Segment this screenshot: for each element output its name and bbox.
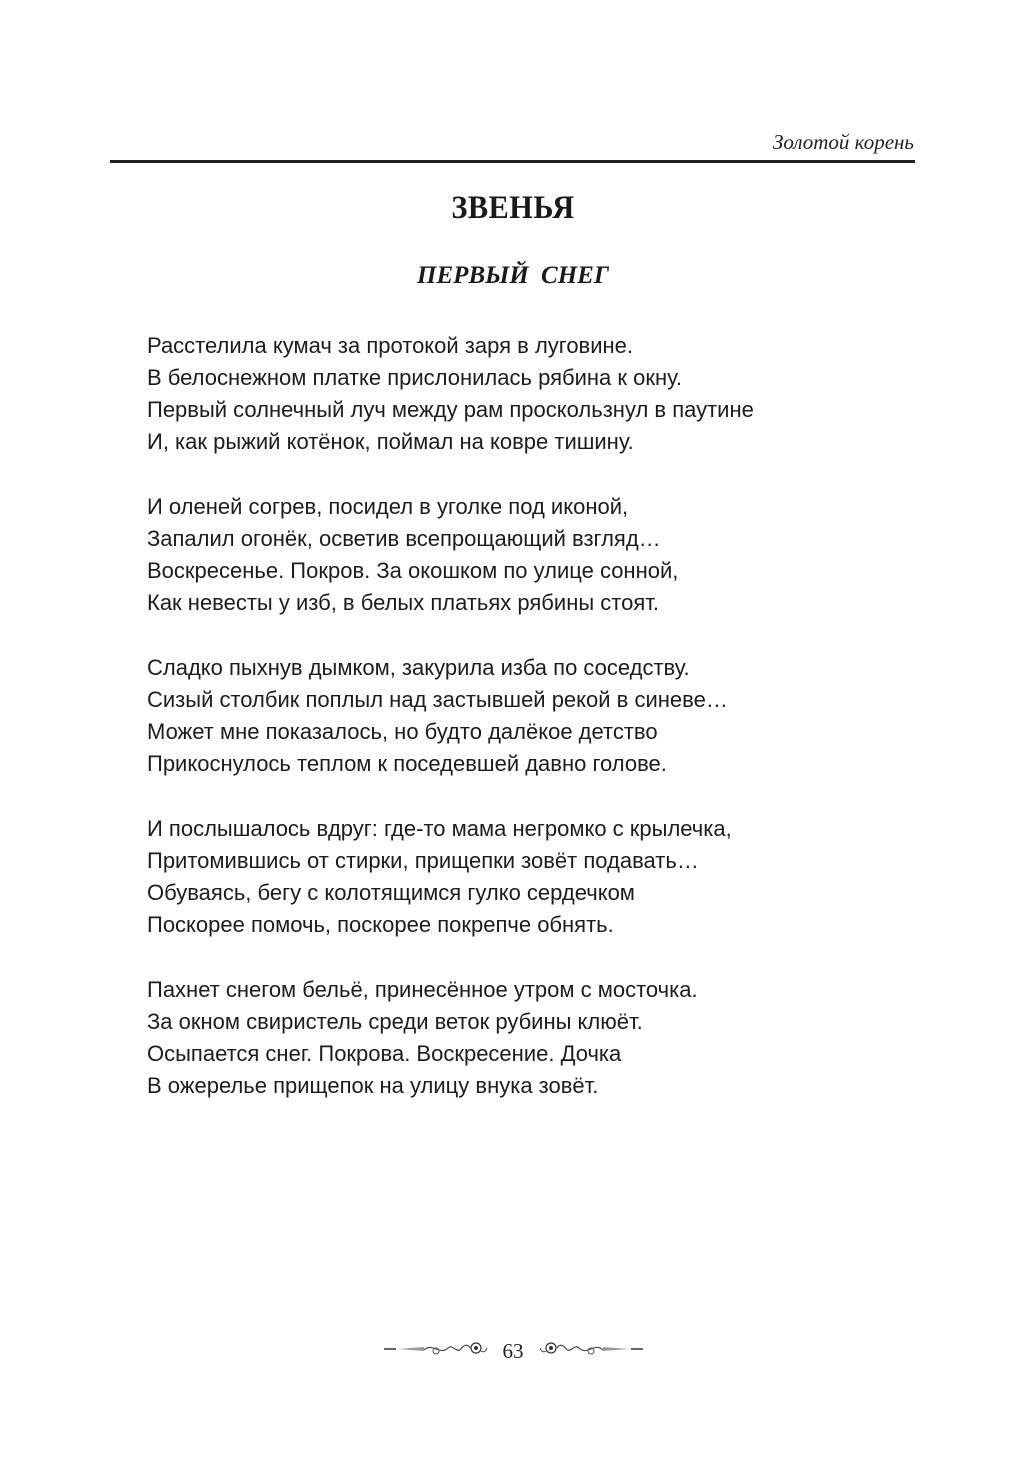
poem-line: Притомившись от стирки, прищепки зовёт подавать… (147, 848, 699, 873)
poem-line: Сизый столбик поплыл над застывшей рекой в синеве… (147, 687, 728, 712)
poem-line: За окном свиристель среди веток рубины клюёт. (147, 1009, 643, 1034)
poem-line: Сладко пыхнув дымком, закурила изба по соседству. (147, 655, 690, 680)
poem-line: Поскорее помочь, поскорее покрепче обнять. (147, 912, 614, 937)
floral-flourish-right-icon (538, 1338, 643, 1365)
poem-line: Первый солнечный луч между рам проскользнул в паутине (147, 397, 754, 422)
stanza (147, 330, 907, 458)
stanza (147, 813, 907, 941)
poem-line: И оленей согрев, посидел в уголке под иконой, (147, 494, 629, 519)
poem-line: Как невесты у изб, в белых платьях рябины стоят. (147, 590, 659, 615)
section-title: ЗВЕНЬЯ (451, 190, 575, 226)
poem-title: ПЕРВЫЙ СНЕГ (417, 262, 609, 289)
poem-line: Осыпается снег. Покрова. Воскресение. Дочка (147, 1041, 622, 1066)
running-head: Золотой корень (772, 130, 914, 154)
stanza (147, 491, 907, 619)
poem-line: Прикоснулось теплом к поседевшей давно голове. (147, 751, 667, 776)
page-footer (0, 1338, 1026, 1365)
floral-flourish-left-icon (384, 1338, 489, 1365)
poem-line: И, как рыжий котёнок, поймал на ковре тишину. (147, 429, 634, 454)
poem-line: Обуваясь, бегу с колотящимся гулко сердечком (147, 880, 635, 905)
poem-line: Пахнет снегом бельё, принесённое утром с мосточка. (147, 977, 698, 1002)
poem-body (147, 330, 907, 1135)
poem-line: Может мне показалось, но будто далёкое детство (147, 719, 658, 744)
poem-line: В белоснежном платке прислонилась рябина к окну. (147, 365, 683, 390)
poem-line: В ожерелье прищепок на улицу внука зовёт. (147, 1073, 599, 1098)
poem-line: Запалил огонёк, осветив всепрощающий взгляд… (147, 526, 661, 551)
stanza (147, 974, 907, 1102)
header-rule (110, 160, 915, 163)
poem-line: Воскресенье. Покров. За окошком по улице сонной, (147, 558, 679, 583)
stanza (147, 652, 907, 780)
poem-line: И послышалось вдруг: где-то мама негромко с крылечка, (147, 816, 732, 841)
poem-line: Расстелила кумач за протокой заря в луговине. (147, 333, 634, 358)
page-number: 63 (502, 1339, 524, 1363)
